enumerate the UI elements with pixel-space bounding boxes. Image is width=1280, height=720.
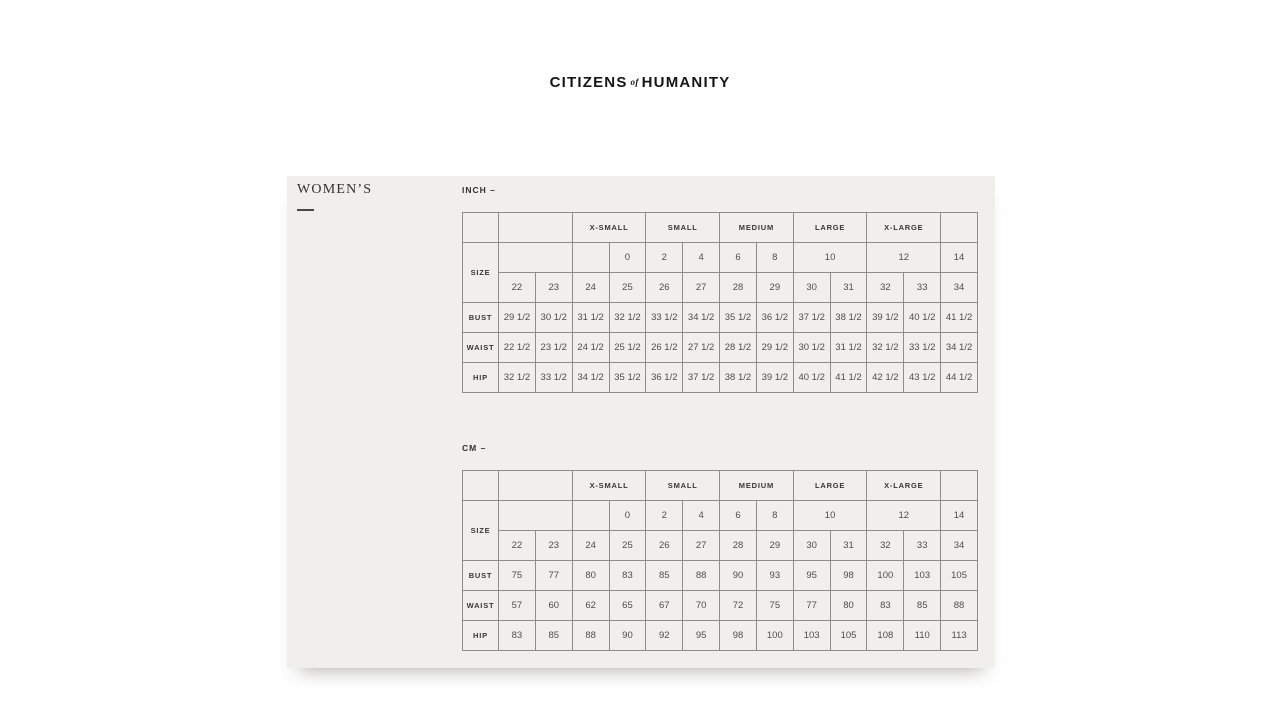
measurement-value-cell: 88 [572,621,609,651]
denim-size-cell: 22 [499,273,536,303]
hip-row [463,621,978,651]
measurement-value-cell: 38 1/2 [830,303,867,333]
section-title: WOMEN’S [297,182,373,197]
measurement-value-cell: 85 [535,621,572,651]
measurement-value-cell: 44 1/2 [941,363,978,393]
size-row-label-cell: SIZE [463,501,499,561]
measurement-value-cell: 93 [756,561,793,591]
cm-unit-label: CM – [462,443,487,453]
size-row-label-cell: SIZE [463,243,499,303]
measurement-value-cell: 103 [793,621,830,651]
numeric-size-cell: 8 [756,243,793,273]
spacer-cell [572,243,609,273]
bust-row [463,561,978,591]
brand-name-of: of [630,77,639,87]
spacer-cell [499,213,573,243]
measurement-value-cell: 75 [499,561,536,591]
brand-name-humanity: HUMANITY [641,74,731,91]
measurement-value-cell: 88 [941,591,978,621]
measurement-value-cell: 65 [609,591,646,621]
numeric-size-cell: 8 [756,501,793,531]
measurement-value-cell: 77 [535,561,572,591]
denim-size-cell: 25 [609,273,646,303]
bust-row [463,303,978,333]
measurement-value-cell: 42 1/2 [867,363,904,393]
measurement-value-cell: 40 1/2 [793,363,830,393]
measurement-value-cell: 30 1/2 [793,333,830,363]
group-header-cell: X-SMALL [572,471,646,501]
measurement-value-cell: 80 [830,591,867,621]
measurement-value-cell: 83 [867,591,904,621]
measurement-value-cell: 39 1/2 [867,303,904,333]
measurement-value-cell: 83 [499,621,536,651]
numeric-size-cell: 2 [646,243,683,273]
measurement-label-cell: BUST [463,303,499,333]
measurement-value-cell: 30 1/2 [535,303,572,333]
numeric-size-cell: 12 [867,243,941,273]
measurement-label-cell: BUST [463,561,499,591]
group-header-cell: SMALL [646,213,720,243]
numeric-size-cell: 12 [867,501,941,531]
measurement-value-cell: 38 1/2 [720,363,757,393]
measurement-value-cell: 32 1/2 [609,303,646,333]
spacer-cell [572,501,609,531]
measurement-value-cell: 39 1/2 [756,363,793,393]
measurement-value-cell: 37 1/2 [683,363,720,393]
measurement-value-cell: 22 1/2 [499,333,536,363]
denim-size-cell: 24 [572,531,609,561]
measurement-value-cell: 41 1/2 [830,363,867,393]
measurement-value-cell: 37 1/2 [793,303,830,333]
group-header-cell: X-SMALL [572,213,646,243]
inch-unit-label: INCH – [462,185,496,195]
measurement-value-cell: 92 [646,621,683,651]
denim-size-row [463,531,978,561]
measurement-value-cell: 110 [904,621,941,651]
measurement-value-cell: 33 1/2 [646,303,683,333]
measurement-value-cell: 105 [830,621,867,651]
denim-size-cell: 28 [720,531,757,561]
measurement-value-cell: 77 [793,591,830,621]
measurement-value-cell: 40 1/2 [904,303,941,333]
denim-size-cell: 32 [867,531,904,561]
numeric-size-cell: 0 [609,501,646,531]
numeric-size-cell: 10 [793,243,867,273]
measurement-value-cell: 32 1/2 [499,363,536,393]
group-header-cell: LARGE [793,213,867,243]
measurement-value-cell: 103 [904,561,941,591]
group-header-cell: X-LARGE [867,213,941,243]
measurement-value-cell: 36 1/2 [646,363,683,393]
denim-size-cell: 34 [941,531,978,561]
denim-size-cell: 30 [793,531,830,561]
spacer-cell [499,471,573,501]
inch-table-block [462,185,978,393]
denim-size-cell: 30 [793,273,830,303]
waist-row [463,591,978,621]
group-header-row [463,471,978,501]
waist-row [463,333,978,363]
measurement-value-cell: 57 [499,591,536,621]
group-header-cell: X-LARGE [867,471,941,501]
group-header-cell: LARGE [793,471,867,501]
measurement-value-cell: 105 [941,561,978,591]
measurement-label-cell: WAIST [463,333,499,363]
group-header-cell: SMALL [646,471,720,501]
measurement-value-cell: 34 1/2 [941,333,978,363]
measurement-value-cell: 85 [904,591,941,621]
measurement-value-cell: 28 1/2 [720,333,757,363]
brand-logo [0,74,1280,91]
measurement-value-cell: 41 1/2 [941,303,978,333]
measurement-value-cell: 90 [720,561,757,591]
denim-size-cell: 29 [756,531,793,561]
measurement-value-cell: 108 [867,621,904,651]
measurement-value-cell: 26 1/2 [646,333,683,363]
denim-size-cell: 29 [756,273,793,303]
measurement-value-cell: 88 [683,561,720,591]
denim-size-cell: 32 [867,273,904,303]
denim-size-cell: 28 [720,273,757,303]
measurement-value-cell: 36 1/2 [756,303,793,333]
measurement-value-cell: 35 1/2 [720,303,757,333]
measurement-value-cell: 70 [683,591,720,621]
measurement-value-cell: 33 1/2 [904,333,941,363]
numeric-size-cell: 10 [793,501,867,531]
inch-size-table [462,212,978,393]
measurement-value-cell: 90 [609,621,646,651]
cm-size-table [462,470,978,651]
spacer-cell [499,243,573,273]
spacer-cell [499,501,573,531]
denim-size-cell: 26 [646,273,683,303]
measurement-value-cell: 43 1/2 [904,363,941,393]
denim-size-cell: 34 [941,273,978,303]
numeric-size-cell: 6 [720,501,757,531]
section-title-underline [297,209,314,211]
measurement-label-cell: HIP [463,621,499,651]
denim-size-cell: 31 [830,531,867,561]
numeric-size-cell: 2 [646,501,683,531]
measurement-value-cell: 95 [683,621,720,651]
measurement-value-cell: 60 [535,591,572,621]
measurement-value-cell: 83 [609,561,646,591]
brand-name-citizens: CITIZENS [549,74,628,91]
numeric-size-cell: 14 [941,501,978,531]
cm-table-block [462,443,978,651]
denim-size-cell: 31 [830,273,867,303]
hip-row [463,363,978,393]
measurement-label-cell: HIP [463,363,499,393]
group-header-cell: MEDIUM [720,213,794,243]
measurement-value-cell: 23 1/2 [535,333,572,363]
numeric-size-cell: 4 [683,243,720,273]
measurement-value-cell: 24 1/2 [572,333,609,363]
numeric-size-cell: 14 [941,243,978,273]
spacer-cell [941,213,978,243]
numeric-size-cell: 4 [683,501,720,531]
denim-size-cell: 27 [683,273,720,303]
measurement-value-cell: 35 1/2 [609,363,646,393]
denim-size-cell: 23 [535,531,572,561]
measurement-value-cell: 62 [572,591,609,621]
measurement-value-cell: 100 [867,561,904,591]
measurement-value-cell: 34 1/2 [683,303,720,333]
measurement-value-cell: 29 1/2 [756,333,793,363]
measurement-value-cell: 27 1/2 [683,333,720,363]
measurement-value-cell: 95 [793,561,830,591]
measurement-label-cell: WAIST [463,591,499,621]
measurement-value-cell: 29 1/2 [499,303,536,333]
corner-cell [463,471,499,501]
spacer-cell [941,471,978,501]
numeric-size-cell: 0 [609,243,646,273]
measurement-value-cell: 75 [756,591,793,621]
measurement-value-cell: 100 [756,621,793,651]
numeric-size-row [463,243,978,273]
measurement-value-cell: 98 [830,561,867,591]
measurement-value-cell: 80 [572,561,609,591]
size-chart-panel [287,176,995,668]
group-header-row [463,213,978,243]
denim-size-cell: 33 [904,273,941,303]
denim-size-cell: 24 [572,273,609,303]
measurement-value-cell: 85 [646,561,683,591]
denim-size-cell: 26 [646,531,683,561]
numeric-size-row [463,501,978,531]
measurement-value-cell: 34 1/2 [572,363,609,393]
denim-size-cell: 27 [683,531,720,561]
measurement-value-cell: 33 1/2 [535,363,572,393]
measurement-value-cell: 67 [646,591,683,621]
measurement-value-cell: 98 [720,621,757,651]
numeric-size-cell: 6 [720,243,757,273]
measurement-value-cell: 31 1/2 [830,333,867,363]
denim-size-row [463,273,978,303]
measurement-value-cell: 25 1/2 [609,333,646,363]
corner-cell [463,213,499,243]
denim-size-cell: 23 [535,273,572,303]
group-header-cell: MEDIUM [720,471,794,501]
measurement-value-cell: 72 [720,591,757,621]
denim-size-cell: 22 [499,531,536,561]
measurement-value-cell: 113 [941,621,978,651]
denim-size-cell: 25 [609,531,646,561]
measurement-value-cell: 32 1/2 [867,333,904,363]
denim-size-cell: 33 [904,531,941,561]
measurement-value-cell: 31 1/2 [572,303,609,333]
